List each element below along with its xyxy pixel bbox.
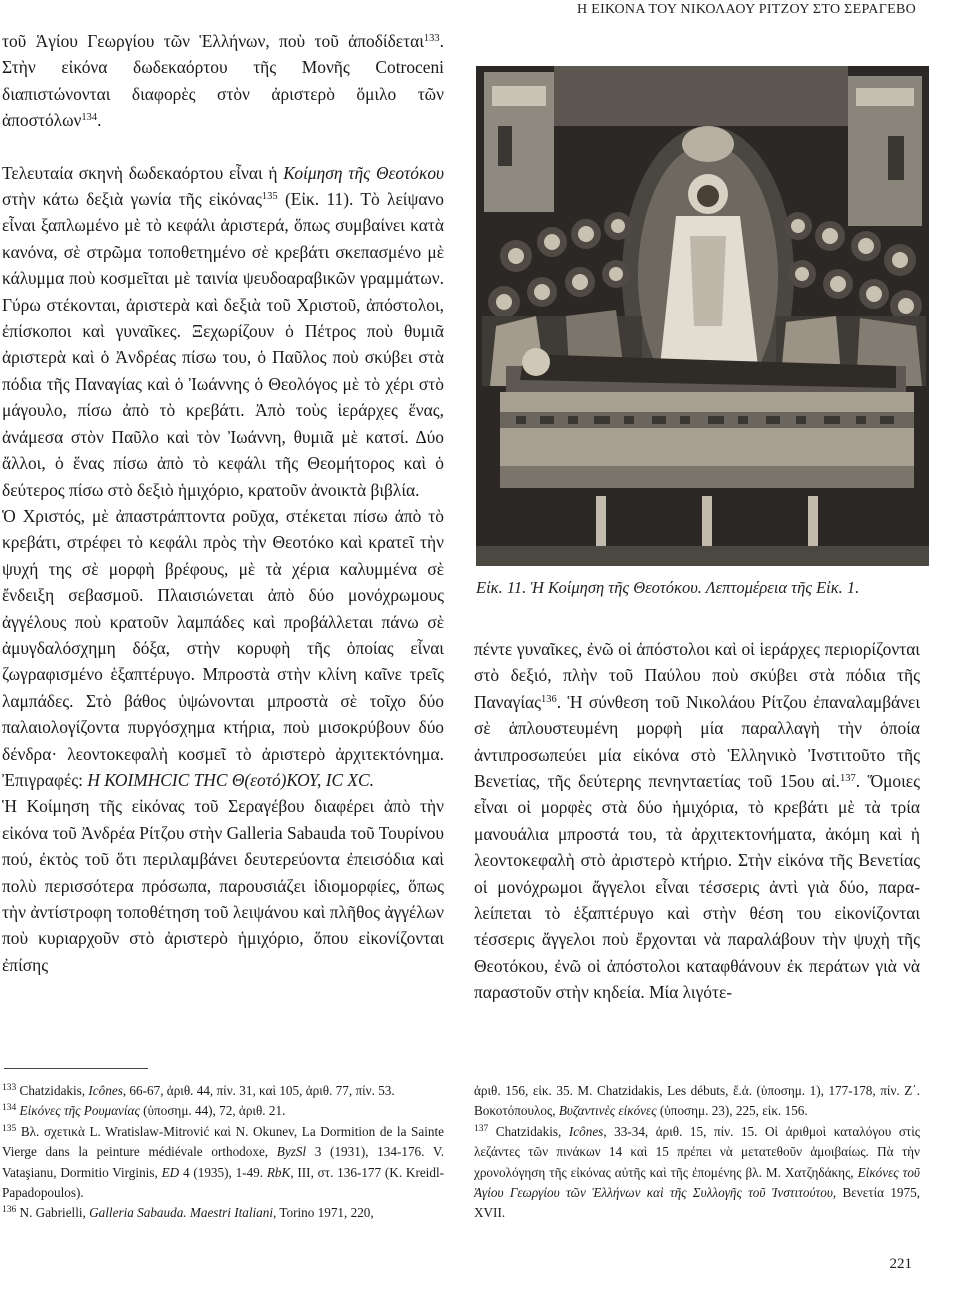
seraph [682, 126, 734, 162]
paragraph-2: Τελευταία σκηνὴ δωδεκαόρτου εἶναι ἡ Κοίμηση τῆς Θεοτόκου στὴν κάτω δεξιὰ γωνία τῆς εἰκόνας$^{135}$ (Εἰκ. 11). Τὸ λείψανο εἶναι ξαπλωμένο μὲ τὸ κεφάλι ἀριστερά, ὅπως συμβαίνει κατὰ κανόνα, σὲ στρῶμα τοποθετημένο σὲ κρεβάτι σκεπασμένο μὲ κάλυμμα ποὺ κοσμεῖται μὲ ταινία ψευδοαραβικῶν γραμμάτων. Γύρω στέκονται, ἀριστερὰ καὶ δεξιὰ τοῦ Χριστοῦ, ἀπόστολοι, ἐπίσκοποι καὶ γυναῖκες. Ξεχωρίζουν ὁ Πέτρος ποὺ θυμιᾶ ἀριστερὰ καὶ ὁ Ἀνδρέας πίσω του, ὁ Παῦλος ποὺ σκύβει στὰ πόδια τῆς Παναγίας καὶ ὁ Ἰωάννης ὁ Θεολόγος μὲ τὸ χέρι στὸ μάγουλο, πίσω ἀπὸ τὸ κρεβάτι. Ἀπὸ τοὺς ἱεράρχες ἕνας, ἀνάμεσα στὸν Παῦλο καὶ τὸν Ἰωάννη, θυμιᾶ μὲ κατσί. Δύο ἄλλοι, ὁ ἕνας πίσω ἀπὸ τὸ κεφάλι τῆς Θεομήτορος καὶ ὁ δεύτερος πίσω στὸ δεξιὸ ἡμιχόριο, κρατοῦν ἀνοικτὰ βιβλία. [2, 162, 444, 500]
footnote-ref-134[interactable]: 134 [81, 112, 98, 124]
dormition-image [476, 66, 929, 566]
footnote-ref-137[interactable]: 137 [839, 773, 856, 785]
figure-icon-dormition [476, 66, 929, 566]
figure-caption: Εἰκ. 11. Ἡ Κοίμηση τῆς Θεοτόκου. Λεπτομέρεια τῆς Εἰκ. 1. [476, 578, 860, 597]
pseudo-arabic-band [500, 412, 914, 428]
footnote-136: $^{136}$ N. Gabrielli, Galleria Sabauda. Maestri Italiani, Torino 1971, 220, [2, 1205, 374, 1221]
left-column [2, 28, 444, 978]
footnote-134: $^{134}$ Εἰκόνες τῆς Ρουμανίας (ὑποσημ. 44), 72, ἀριθ. 21. [2, 1103, 286, 1119]
candle-left [596, 496, 606, 546]
paragraph-5: πέντε γυναῖκες, ἐνῶ οἱ ἀπόστολοι καὶ οἱ ἱεράρχες περιορίζονται στὸ δεξιό, πλὴν τοῦ Παύλου ποὺ σκύβει στὰ πόδια τῆς Παναγίας$^{136}$. Ἡ σύνθεση τοῦ Νικολάου Ρίτζου ἐπαναλαμβάνει σὲ ἁπλουστευμένη μορφὴ μία παραλλαγὴ τὴν ὁποία ἀντιπροσωπεύει μία εἰκόνα στὸ Ἑλληνικὸ Ἰνστιτοῦτο τῆς Βενετίας, τῆς δεύτερης πενηνταετίας τοῦ 15ου αἰ.$^{137}$. Ὅμοιες εἶναι οἱ μορφὲς στὰ δύο ἡμιχόρια, τὸ κρεβάτι μὲ τὰ τρία μανουάλια μπροστά του, τὰ ἀρχιτεκτονήματα, ἀκόμη καὶ ἡ λεοντοκεφαλὴ στὸ ἀριστερὸ κτήριο. Στὴν εἰκόνα τῆς Βενετίας οἱ μονόχρωμοι ἄγγελοι εἶναι τέσσερις ἀντὶ γιὰ δύο, παραλείπεται τὸ ἑξαπτέρυγο καὶ στὴν θέση του εἰκονίζονται τέσσερις ἄγγελοι ποὺ ἔρχονται νὰ παραλάβουν τὴν ψυχὴ τῆς Θεοτόκου, ἐνῶ οἱ ἀπόστολοι καταφθάνουν ἐκ περάτων γιὰ νὰ παραστοῦν στὴν κηδεία. Μία λιγότε- [474, 639, 920, 1003]
footnote-ref-136[interactable]: 136 [541, 693, 557, 705]
candle-center [702, 496, 712, 546]
paragraph-3: Ὁ Χριστός, μὲ ἀπαστράπτοντα ροῦχα, στέκεται πίσω ἀπὸ τὸ κρεβάτι, στρέφει τὸ κεφάλι πρὸς τὴν Θεοτόκο καὶ κρατεῖ τὴν ψυχή της σὲ μορφὴ βρέφους, μὲ τὰ χέρια καλυμμένα σὲ ἔνδειξη σεβασμοῦ. Πλαισιώνεται ἀπὸ δύο μονόχρωμους ἀγγέλους ποὺ κρατοῦν λαμπάδες καὶ προβάλλεται πάνω σὲ ἀμυγδαλόσχημη δόξα, στὴν κορυφὴ τῆς ὁποίας εἶναι ζωγραφισμένο ἑξαπτέρυγο. Μπροστὰ στὴν κλίνη καῖνε τρεῖς λαμπάδες. Στὸ βάθος ὑψώνονται μπροστὰ σὲ τοῖχο δύο παλαιολογίζοντα πυργόσχημα κτήρια, ποὺ μισοκρύβουν δύο δένδρα· λεοντοκεφαλὴ κοσμεῖ τὸ ἀριστερὸ ἀρχιτεκτόνημα. Ἐπιγραφές: Η ΚΟΙΜΗCIC ΤΗC Θ(εοτό)ΚΟΥ, IC XC. [2, 505, 444, 790]
running-head: Η ΕΙΚΟΝΑ ΤΟΥ ΝΙΚΟΛΑΟΥ ΡΙΤΖΟΥ ΣΤΟ ΣΕΡΑΓΕΒΟ [577, 2, 916, 17]
footnote-ref-133[interactable]: 133 [423, 33, 440, 44]
footnotes-left [2, 1081, 444, 1224]
page-number: 221 [889, 1256, 912, 1272]
right-column [474, 636, 920, 1006]
footnote-135: $^{135}$ Βλ. σχετικὰ L. Wratislaw-Mitrović καὶ N. Okunev, La Dormition de la Sainte Vierge dans la peinture médiévale orthodoxe, ByzSl 3 (1931), 134-176. V. Vataşianu, Dormitio Virginis, ED 4 (1935), 1-49. RbK, III, στ. 136-177 (K. Kreidl-Papadopoulos). [2, 1123, 444, 1201]
footnote-133: $^{133}$ Chatzidakis, Icônes, 66-67, ἀριθ. 44, πίν. 31, καὶ 105, ἀριθ. 77, πίν. 53. [2, 1083, 395, 1098]
footnote-136-continued: ἀριθ. 156, εἰκ. 35. M. Chatzidakis, Les débuts, ἔ.ἀ. (ὑποσημ. 1), 177-178, πίν. Ζ΄. Βοκοτόπουλος, Βυζαντινὲς εἰκόνες (ὑποσημ. 23), 225, εἰκ. 156. [474, 1083, 920, 1119]
paragraph-1: τοῦ Ἁγίου Γεωργίου τῶν Ἑλλήνων, ποὺ τοῦ ἀποδίδεται$^{133}$. Στὴν εἰκόνα δωδεκαόρτου τῆς Μονῆς Cotroceni διαπιστώνονται διαφορὲς στὸν ἀριστερὸ ὅμιλο τῶν ἀποστόλων$^{134}$. [2, 31, 444, 131]
footnotes-right [474, 1081, 920, 1224]
footnote-rule [4, 1068, 148, 1069]
footnote-ref-135[interactable]: 135 [261, 191, 278, 203]
candle-right [808, 496, 818, 546]
paragraph-4: Ἡ Κοίμηση τῆς εἰκόνας τοῦ Σεραγέβου διαφέρει ἀπὸ τὴν εἰκόνα τοῦ Ἀνδρέα Ρίτζου στὴν Galleria Sabauda τοῦ Τουρίνου πού, ἐκτὸς τοῦ ὅτι περιλαμβάνει δευτερεύοντα ἐπεισόδια καὶ πολὺ περισσότερα πρόσωπα, παρουσιάζει ἰδιομορφίες, ὅπως τὴν ἀντίστροφη τοποθέτηση τοῦ λειψάνου καὶ πλῆθος ἀγγέλων ποὺ κυριαρχοῦν στὸ ἀριστερὸ ἡμιχόριο, ὅπου εἰκονίζονται ἐπίσης [2, 796, 444, 975]
footnote-137: $^{137}$ Chatzidakis, Icônes, 33-34, ἀριθ. 15, πίν. 15. Οἱ ἀριθμοὶ καταλόγου στὶς λεζάντες τῶν πινάκων 14 καὶ 15 πρέπει νὰ μετατεθοῦν ἀμοιβαίως. Πὰ τὴν χρονολόγηση τῆς εἰκόνας αὐτῆς καὶ τῆς ἐπομένης βλ. Μ. Χατζηδάκης, Εἰκόνες τοῦ Ἁγίου Γεωργίου τῶν Ἑλλήνων καὶ τῆς Συλλογῆς τοῦ Ἰνστιτούτου, Βενετία 1975, XVII. [474, 1123, 921, 1221]
